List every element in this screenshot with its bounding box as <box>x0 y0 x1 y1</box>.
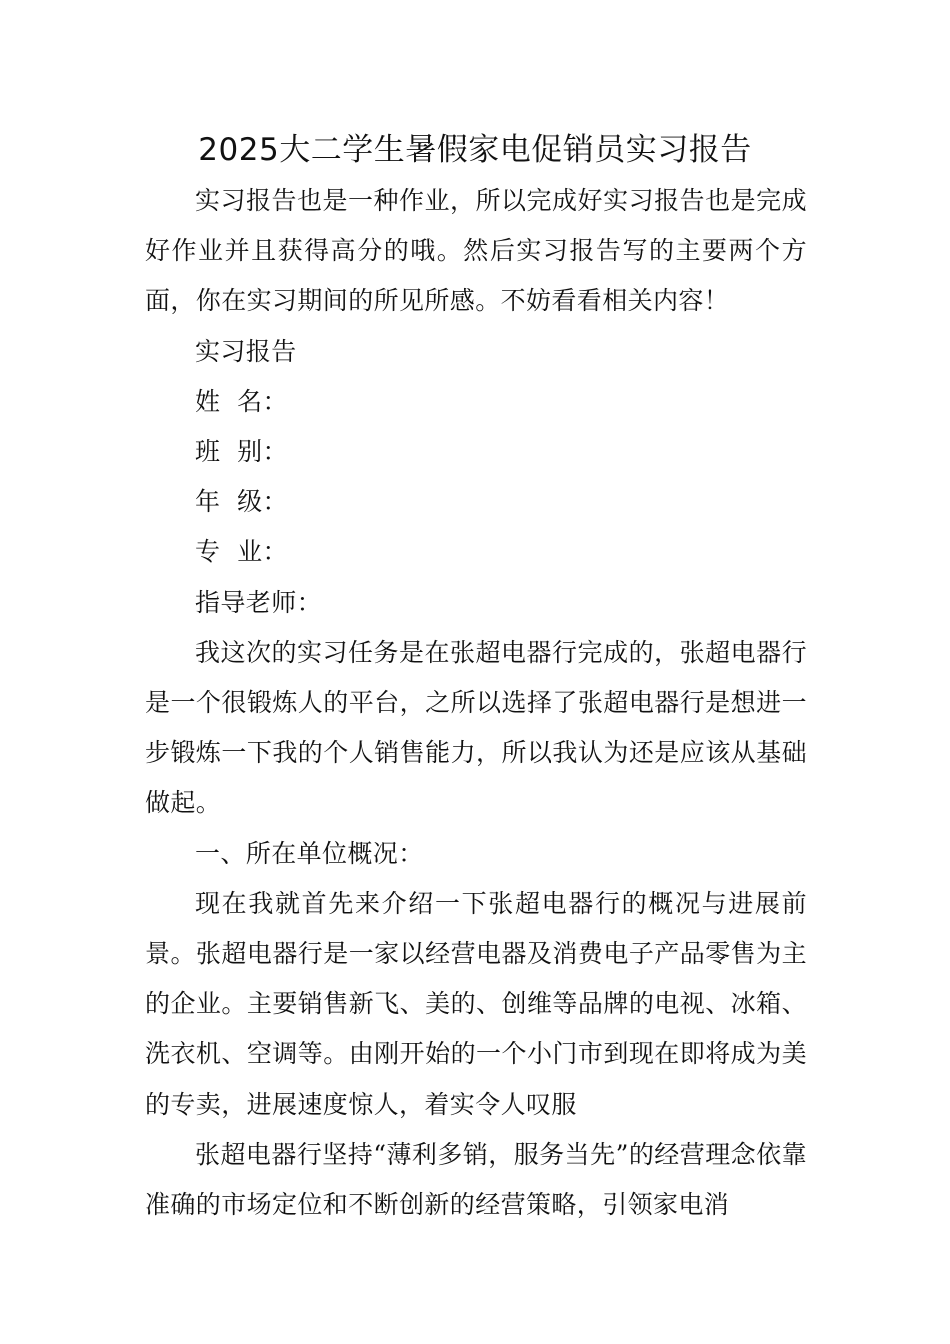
major-field-label: 专 业： <box>195 537 288 567</box>
advisor-field-label: 指导老师： <box>195 587 323 617</box>
document-title: 2025大二学生暑假家电促销员实习报告 <box>198 132 752 168</box>
section-heading-company-overview: 一、所在单位概况： <box>195 838 424 868</box>
document-body <box>145 176 807 1230</box>
report-label: 实习报告 <box>195 336 297 366</box>
business-philosophy-paragraph: 张超电器行坚持“薄利多销，服务当先”的经营理念依靠准确的市场定位和不断创新的经营策略，引领家电消 <box>145 1139 807 1220</box>
name-field-label: 姓 名： <box>195 386 288 416</box>
intro-paragraph: 实习报告也是一种作业，所以完成好实习报告也是完成好作业并且获得高分的哦。然后实习报告写的主要两个方面，你在实习期间的所见所感。不妨看看相关内容！ <box>145 186 807 316</box>
grade-field-label: 年 级： <box>195 487 288 517</box>
internship-task-paragraph: 我这次的实习任务是在张超电器行完成的，张超电器行是一个很锻炼人的平台，之所以选择了张超电器行是想进一步锻炼一下我的个人销售能力，所以我认为还是应该从基础做起。 <box>145 637 807 818</box>
company-overview-paragraph: 现在我就首先来介绍一下张超电器行的概况与进展前景。张超电器行是一家以经营电器及消费电子产品零售为主的企业。主要销售新飞、美的、创维等品牌的电视、冰箱、洗衣机、空调等。由刚开始的一个小门市到现在即将成为美的专卖，进展速度惊人，着实令人叹服 <box>145 888 807 1119</box>
class-field-label: 班 别： <box>195 437 288 467</box>
